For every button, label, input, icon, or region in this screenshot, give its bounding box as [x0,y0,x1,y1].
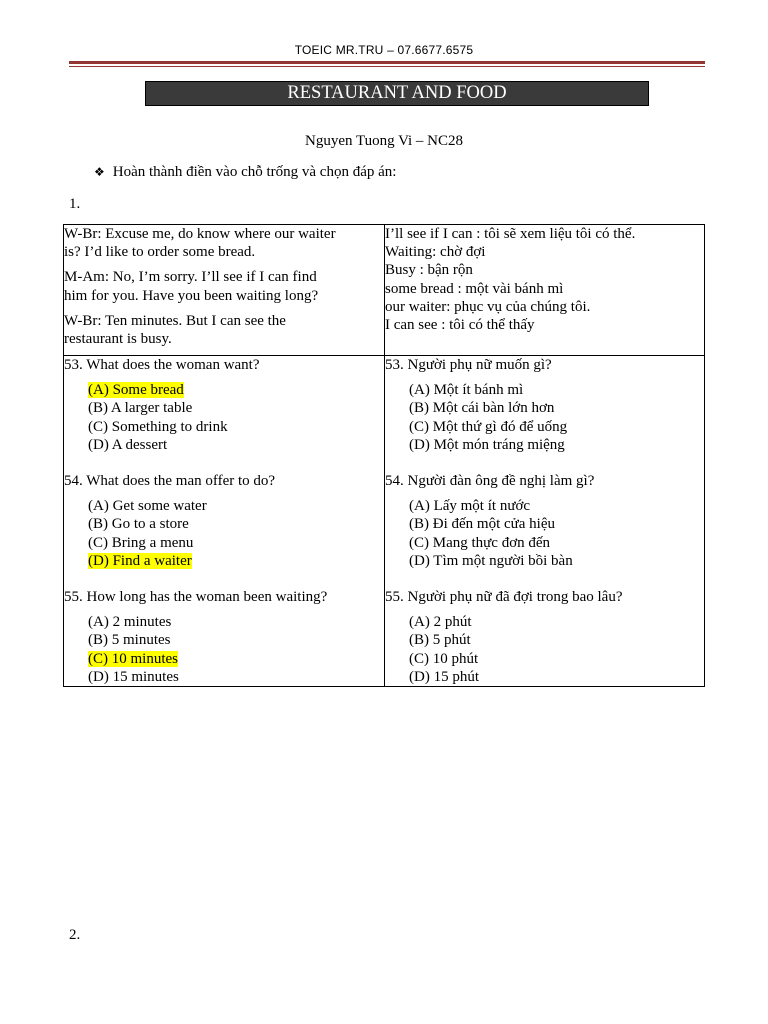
dialogue-line: W-Br: Excuse me, do know where our waiter [64,226,336,242]
answer-option: (A) Một ít bánh mì [409,382,524,399]
answer-option: (B) Go to a store [88,516,189,533]
questions-vietnamese-cell [385,356,705,687]
vocab-line: Busy : bận rộn [385,262,473,279]
vocab-line: some bread : một vài bánh mì [385,280,564,297]
dialogue-line: restaurant is busy. [64,331,172,348]
answer-option: (A) 2 minutes [88,614,172,631]
exercise-number: 1. [69,196,81,212]
answer-option: (B) 5 phút [409,632,471,649]
answer-option: (D) Tìm một người bồi bàn [409,552,573,569]
dialogue-line: M-Am: No, I’m sorry. I’ll see if I can find [64,269,317,286]
answer-option: (D) A dessert [88,436,168,453]
vocabulary-cell [385,225,705,356]
answer-option: (D) Một món tráng miệng [409,436,565,453]
document-title: RESTAURANT AND FOOD [145,81,649,106]
author-line: Nguyen Tuong Vi – NC28 [304,133,464,149]
dialogue-line: W-Br: Ten minutes. But I can see the [64,312,286,329]
exercise-table [63,224,705,687]
exercise-number: 2. [69,927,81,943]
page-header: TOEIC MR.TRU – 07.6677.6575 [294,43,474,57]
correct-answer-highlight: (C) 10 minutes [88,650,178,667]
question-block [64,472,384,570]
answer-option: (C) Bring a menu [88,534,194,551]
answer-option: (A) Get some water [88,498,207,515]
question-block [64,588,384,686]
question-text: 54. What does the man offer to do? [64,473,276,490]
instruction-line [94,164,396,181]
diamond-bullet-icon: ❖ [94,165,105,179]
question-text: 54. Người đàn ông đề nghị làm gì? [385,473,595,490]
dialogue-line: him for you. Have you been waiting long? [64,287,319,304]
correct-answer-highlight: (D) Find a waiter [88,552,192,569]
vocab-line: Waiting: chờ đợi [385,244,486,261]
question-text: 55. How long has the woman been waiting? [64,589,328,606]
answer-option: (B) 5 minutes [88,632,171,649]
vocab-line: I can see : tôi có thể thấy [385,317,535,334]
answer-option: (A) 2 phút [409,614,472,631]
question-block [385,472,704,570]
answer-option [88,552,384,570]
answer-option: (B) A larger table [88,400,193,417]
question-text: 53. What does the woman want? [64,357,260,373]
question-block [385,356,704,454]
questions-row [64,356,705,687]
answer-option: (C) Mang thực đơn đến [409,534,551,551]
answer-option: (A) Lấy một ít nước [409,498,531,515]
header-rule-thin [69,66,705,67]
vocab-line: our waiter: phục vụ của chúng tôi. [385,298,591,315]
answer-option: (D) 15 phút [409,668,479,685]
answer-option: (C) Something to drink [88,418,228,435]
answer-option: (D) 15 minutes [88,668,179,685]
question-text: 53. Người phụ nữ muốn gì? [385,357,552,373]
question-text: 55. Người phụ nữ đã đợi trong bao lâu? [385,589,623,606]
dialogue-cell [64,225,385,356]
answer-option: (B) Đi đến một cửa hiệu [409,516,556,533]
correct-answer-highlight: (A) Some bread [88,382,184,399]
dialogue-row [64,225,705,356]
dialogue-line: is? I’d like to order some bread. [64,244,256,261]
answer-option [88,650,384,668]
header-rule-thick [69,61,705,64]
instruction-text: Hoàn thành điền vào chỗ trống và chọn đáp án: [112,164,397,180]
questions-english-cell [64,356,385,687]
answer-option: (C) Một thứ gì đó để uống [409,418,568,435]
question-block [64,356,384,454]
answer-option: (C) 10 phút [409,650,479,667]
answer-option: (B) Một cái bàn lớn hơn [409,400,555,417]
question-block [385,588,704,686]
vocab-line: I’ll see if I can : tôi sẽ xem liệu tôi có thể. [385,226,636,242]
answer-option [88,381,384,399]
